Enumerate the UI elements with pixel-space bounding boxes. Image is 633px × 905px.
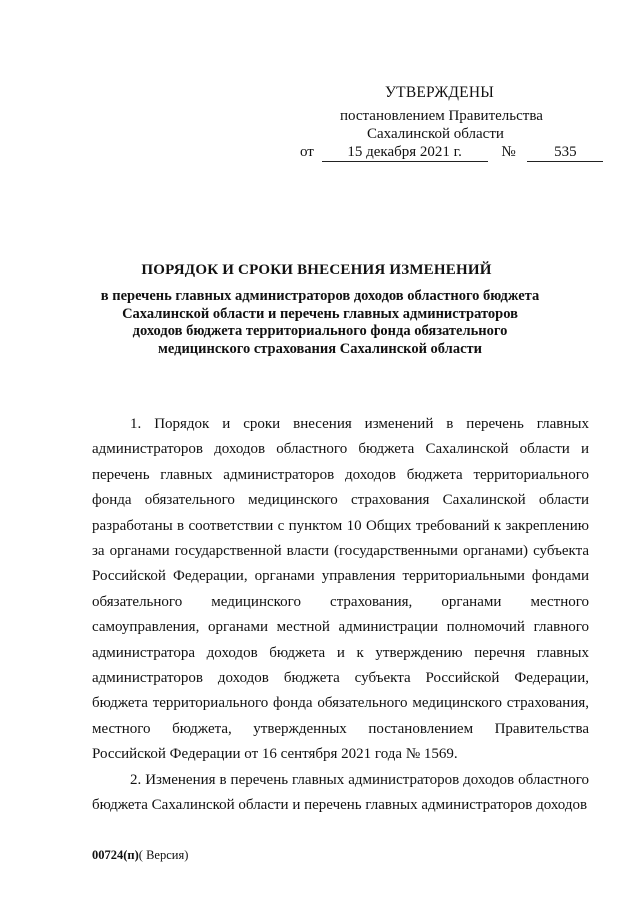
from-label: от bbox=[300, 144, 314, 160]
decree-date: 15 декабря 2021 г. bbox=[322, 144, 488, 162]
decree-number: 535 bbox=[527, 144, 603, 162]
paragraph-1: 1. Порядок и сроки внесения изменений в перечень главных администраторов доходов областного бюджета Сахалинской области и перечень главных администраторов доходов бюджета территориального фонда обязательного медицинского страхования Сахалинской области разработаны в соответствии с пунктом 10 Общих требований к закреплению за органами государственной власти (государственными органами) субъекта Российской Федерации, органами управления территориальными фондами обязательного медицинского страхования, органами местного самоуправления, органами местной администрации полномочий главного администратора доходов бюджета и к утверждению перечня главных администраторов доходов бюджета субъекта Российской Федерации, бюджета территориального фонда обязательного медицинского страхования, местного бюджета, утвержденных постановлением Правительства Российской Федерации от 16 сентября 2021 года № 1569. bbox=[92, 416, 589, 763]
document-version: ( Версия) bbox=[138, 848, 189, 862]
footer-code bbox=[92, 848, 188, 863]
paragraph-2: 2. Изменения в перечень главных администраторов доходов областного бюджета Сахалинской области и перечень главных администраторов доходов bbox=[92, 771, 589, 814]
decree-line-2: Сахалинской области bbox=[367, 126, 504, 142]
document-title: ПОРЯДОК И СРОКИ ВНЕСЕНИЯ ИЗМЕНЕНИЙ bbox=[141, 262, 492, 278]
approved-stamp: УТВЕРЖДЕНЫ bbox=[385, 84, 494, 101]
document-body bbox=[92, 412, 589, 819]
number-label: № bbox=[501, 144, 516, 160]
document-subtitle: в перечень главных администраторов доходов областного бюджета Сахалинской области и перечень главных администраторов доходов бюджета территориального фонда обязательного медицинского страхования Сахалинской области bbox=[100, 288, 540, 357]
document-code: 00724(п) bbox=[92, 848, 139, 862]
decree-date-number-line bbox=[300, 144, 603, 162]
decree-line-1: постановлением Правительства bbox=[340, 108, 543, 124]
